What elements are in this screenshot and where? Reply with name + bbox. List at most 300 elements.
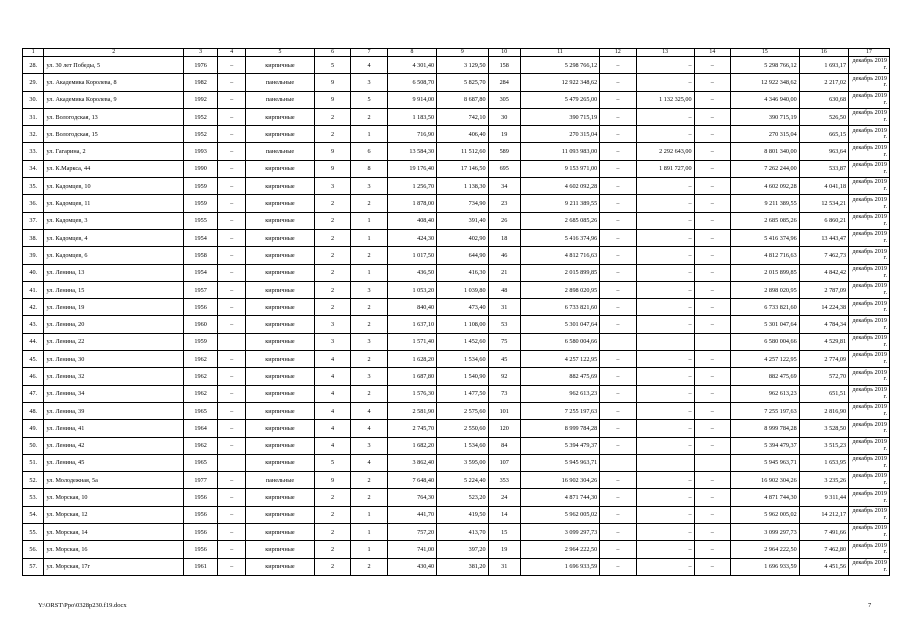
table-cell: – bbox=[636, 541, 694, 558]
table-cell: – bbox=[600, 402, 636, 419]
table-cell: 3 099 297,73 bbox=[520, 524, 599, 541]
table-cell: 630,68 bbox=[799, 91, 848, 108]
table-cell: 3 595,00 bbox=[437, 454, 489, 471]
column-number-cell: 8 bbox=[387, 49, 436, 57]
table-cell: 5 394 479,37 bbox=[731, 437, 800, 454]
table-cell: ул. Ленина, 42 bbox=[44, 437, 183, 454]
table-cell: декабрь 2019 г. bbox=[849, 316, 890, 333]
table-cell: 53 bbox=[488, 316, 520, 333]
table-cell: 1956 bbox=[183, 524, 217, 541]
table-cell: – bbox=[600, 91, 636, 108]
table-cell: – bbox=[694, 229, 730, 246]
table-cell: – bbox=[600, 281, 636, 298]
table-cell: 1962 bbox=[183, 351, 217, 368]
table-cell: 1954 bbox=[183, 264, 217, 281]
table-cell: 5 945 963,71 bbox=[520, 454, 599, 471]
column-number-cell: 14 bbox=[694, 49, 730, 57]
table-cell: – bbox=[694, 264, 730, 281]
table-cell: 15 bbox=[488, 524, 520, 541]
table-cell: 9 211 389,55 bbox=[520, 195, 599, 212]
table-cell: 16 902 304,26 bbox=[731, 472, 800, 489]
table-cell: – bbox=[636, 247, 694, 264]
table-row bbox=[23, 264, 890, 281]
table-cell: 8 999 784,28 bbox=[731, 420, 800, 437]
table-cell: кирпичные bbox=[246, 489, 315, 506]
table-cell: 2 bbox=[314, 212, 350, 229]
table-cell: 2 774,09 bbox=[799, 351, 848, 368]
table-cell: 7 648,40 bbox=[387, 472, 436, 489]
table-cell: кирпичные bbox=[246, 454, 315, 471]
table-cell: 1957 bbox=[183, 281, 217, 298]
table-cell: ул. Вологодская, 15 bbox=[44, 126, 183, 143]
table-cell: 55. bbox=[23, 524, 44, 541]
table-cell: 2 bbox=[351, 195, 387, 212]
table-cell: 7 255 197,63 bbox=[520, 402, 599, 419]
table-cell: 1955 bbox=[183, 212, 217, 229]
table-cell: – bbox=[218, 91, 246, 108]
table-cell: 2 816,90 bbox=[799, 402, 848, 419]
table-cell: 32. bbox=[23, 126, 44, 143]
table-cell: 5 301 047,64 bbox=[520, 316, 599, 333]
table-cell: – bbox=[694, 506, 730, 523]
table-cell: – bbox=[600, 126, 636, 143]
table-cell: 9 311,44 bbox=[799, 489, 848, 506]
table-cell: 741,00 bbox=[387, 541, 436, 558]
table-cell bbox=[600, 333, 636, 350]
table-cell: 4 bbox=[351, 402, 387, 419]
table-cell: 6 580 004,66 bbox=[520, 333, 599, 350]
table-cell: кирпичные bbox=[246, 299, 315, 316]
table-cell: 48. bbox=[23, 402, 44, 419]
table-cell: 19 bbox=[488, 126, 520, 143]
table-cell: декабрь 2019 г. bbox=[849, 402, 890, 419]
column-number-row bbox=[23, 49, 890, 57]
table-cell: – bbox=[600, 524, 636, 541]
column-number-cell: 15 bbox=[731, 49, 800, 57]
table-row bbox=[23, 489, 890, 506]
table-cell: ул. Ленина, 15 bbox=[44, 281, 183, 298]
table-cell: – bbox=[694, 385, 730, 402]
table-cell: 1 138,30 bbox=[437, 178, 489, 195]
table-cell: 5 479 265,00 bbox=[520, 91, 599, 108]
table-cell: 4 301,40 bbox=[387, 57, 436, 74]
table-cell: 12 534,21 bbox=[799, 195, 848, 212]
table-cell: декабрь 2019 г. bbox=[849, 178, 890, 195]
table-cell: ул. Кадомцев, 11 bbox=[44, 195, 183, 212]
table-cell: 19 176,40 bbox=[387, 160, 436, 177]
table-cell: 1 bbox=[351, 229, 387, 246]
table-cell: 3 bbox=[351, 333, 387, 350]
table-cell: 5 416 374,96 bbox=[731, 229, 800, 246]
table-cell: панельные bbox=[246, 472, 315, 489]
table-cell: 8 801 340,00 bbox=[731, 143, 800, 160]
table-cell: декабрь 2019 г. bbox=[849, 368, 890, 385]
table-cell: – bbox=[218, 385, 246, 402]
table-cell: кирпичные bbox=[246, 178, 315, 195]
table-cell: 107 bbox=[488, 454, 520, 471]
table-cell: 29. bbox=[23, 74, 44, 91]
table-cell: кирпичные bbox=[246, 558, 315, 575]
table-cell: 523,20 bbox=[437, 489, 489, 506]
table-cell: 390 715,19 bbox=[520, 108, 599, 125]
table-cell: 38. bbox=[23, 229, 44, 246]
table-cell: 26 bbox=[488, 212, 520, 229]
table-cell: кирпичные bbox=[246, 541, 315, 558]
table-cell: 14 bbox=[488, 506, 520, 523]
table-cell: декабрь 2019 г. bbox=[849, 299, 890, 316]
table-cell: 42. bbox=[23, 299, 44, 316]
table-row bbox=[23, 333, 890, 350]
table-cell: 92 bbox=[488, 368, 520, 385]
table-cell: 41. bbox=[23, 281, 44, 298]
table-row bbox=[23, 558, 890, 575]
table-cell: – bbox=[694, 57, 730, 74]
table-cell: 14 212,17 bbox=[799, 506, 848, 523]
table-cell: 2 bbox=[351, 489, 387, 506]
table-cell: 7 255 197,63 bbox=[731, 402, 800, 419]
table-cell: 3 bbox=[314, 316, 350, 333]
table-cell: 4 602 092,28 bbox=[520, 178, 599, 195]
table-cell: 1 053,20 bbox=[387, 281, 436, 298]
table-cell: 2 898 020,95 bbox=[520, 281, 599, 298]
table-cell: декабрь 2019 г. bbox=[849, 126, 890, 143]
table-cell: 4 041,18 bbox=[799, 178, 848, 195]
table-cell: – bbox=[600, 316, 636, 333]
table-cell: 4 bbox=[314, 351, 350, 368]
table-cell: 2 bbox=[314, 229, 350, 246]
table-cell: 742,10 bbox=[437, 108, 489, 125]
table-cell: – bbox=[694, 437, 730, 454]
table-row bbox=[23, 229, 890, 246]
table-cell: – bbox=[694, 91, 730, 108]
table-cell: 305 bbox=[488, 91, 520, 108]
table-cell: 416,30 bbox=[437, 264, 489, 281]
table-cell: кирпичные bbox=[246, 160, 315, 177]
table-cell: 12 922 348,62 bbox=[520, 74, 599, 91]
table-cell: ул. Молодежная, 5а bbox=[44, 472, 183, 489]
table-cell: ул. Кадомцев, 10 bbox=[44, 178, 183, 195]
table-cell: ул. 30 лет Победы, 5 bbox=[44, 57, 183, 74]
table-cell: 8 bbox=[351, 160, 387, 177]
table-cell: 2 964 222,50 bbox=[520, 541, 599, 558]
table-cell: 43. bbox=[23, 316, 44, 333]
table-cell: 391,40 bbox=[437, 212, 489, 229]
table-cell: – bbox=[218, 558, 246, 575]
table-cell: кирпичные bbox=[246, 264, 315, 281]
table-cell: 1958 bbox=[183, 247, 217, 264]
table-cell: 6 508,70 bbox=[387, 74, 436, 91]
table-cell: 1 039,80 bbox=[437, 281, 489, 298]
table-cell: кирпичные bbox=[246, 333, 315, 350]
table-cell: – bbox=[218, 195, 246, 212]
table-cell: 1959 bbox=[183, 178, 217, 195]
table-cell: 36. bbox=[23, 195, 44, 212]
table-cell: – bbox=[636, 74, 694, 91]
table-cell: 1 452,60 bbox=[437, 333, 489, 350]
table-cell: – bbox=[600, 385, 636, 402]
table-cell: 21 bbox=[488, 264, 520, 281]
table-cell: 1956 bbox=[183, 541, 217, 558]
table-cell: 40. bbox=[23, 264, 44, 281]
table-cell: – bbox=[636, 178, 694, 195]
table-cell: 31. bbox=[23, 108, 44, 125]
table-cell: – bbox=[600, 57, 636, 74]
table-cell: 6 bbox=[351, 143, 387, 160]
table-cell: – bbox=[600, 558, 636, 575]
table-cell: – bbox=[694, 558, 730, 575]
table-cell bbox=[636, 454, 694, 471]
table-cell: 39. bbox=[23, 247, 44, 264]
table-cell: 270 315,04 bbox=[520, 126, 599, 143]
table-cell: 12 922 348,62 bbox=[731, 74, 800, 91]
table-cell: 13 584,30 bbox=[387, 143, 436, 160]
table-cell: 5 bbox=[314, 57, 350, 74]
table-cell: панельные bbox=[246, 74, 315, 91]
table-cell bbox=[694, 333, 730, 350]
table-cell: 4 871 744,30 bbox=[731, 489, 800, 506]
table-cell: 2 575,60 bbox=[437, 402, 489, 419]
table-cell: – bbox=[218, 229, 246, 246]
table-cell: 2 bbox=[314, 195, 350, 212]
table-cell: 1965 bbox=[183, 402, 217, 419]
table-cell: 2 bbox=[351, 385, 387, 402]
table-cell: – bbox=[600, 368, 636, 385]
table-row bbox=[23, 541, 890, 558]
table-cell: 436,50 bbox=[387, 264, 436, 281]
housing-register-table bbox=[22, 48, 890, 576]
column-number-cell: 10 bbox=[488, 49, 520, 57]
table-cell: 49. bbox=[23, 420, 44, 437]
table-cell: 11 512,60 bbox=[437, 143, 489, 160]
table-cell: – bbox=[600, 160, 636, 177]
column-number-cell: 6 bbox=[314, 49, 350, 57]
table-cell: 381,20 bbox=[437, 558, 489, 575]
table-cell: – bbox=[636, 351, 694, 368]
table-cell: 7 262 244,00 bbox=[731, 160, 800, 177]
table-cell: кирпичные bbox=[246, 316, 315, 333]
table-cell: 419,50 bbox=[437, 506, 489, 523]
table-cell: 441,70 bbox=[387, 506, 436, 523]
table-cell: 48 bbox=[488, 281, 520, 298]
table-cell: 13 443,47 bbox=[799, 229, 848, 246]
table-cell: 1962 bbox=[183, 368, 217, 385]
table-cell: 2 217,02 bbox=[799, 74, 848, 91]
table-cell: 18 bbox=[488, 229, 520, 246]
table-cell: 5 bbox=[314, 454, 350, 471]
table-cell: 1 bbox=[351, 541, 387, 558]
table-cell: – bbox=[218, 524, 246, 541]
table-cell: 962 613,23 bbox=[520, 385, 599, 402]
table-cell: 3 bbox=[314, 333, 350, 350]
table-row bbox=[23, 178, 890, 195]
table-cell: 9 211 389,55 bbox=[731, 195, 800, 212]
table-cell: – bbox=[636, 229, 694, 246]
table-cell: кирпичные bbox=[246, 524, 315, 541]
table-cell: 1982 bbox=[183, 74, 217, 91]
table-cell: 1 108,00 bbox=[437, 316, 489, 333]
table-cell: 2 bbox=[314, 281, 350, 298]
table-cell: 33. bbox=[23, 143, 44, 160]
table-cell: – bbox=[218, 489, 246, 506]
table-cell: ул. Гагарина, 2 bbox=[44, 143, 183, 160]
table-row bbox=[23, 195, 890, 212]
table-cell: 6 580 004,66 bbox=[731, 333, 800, 350]
table-cell: 2 745,70 bbox=[387, 420, 436, 437]
table-cell: 2 898 020,95 bbox=[731, 281, 800, 298]
table-cell: – bbox=[600, 472, 636, 489]
table-cell: ул. Академика Королева, 8 bbox=[44, 74, 183, 91]
table-cell: – bbox=[218, 437, 246, 454]
table-cell: 4 bbox=[351, 420, 387, 437]
table-row bbox=[23, 212, 890, 229]
column-number-cell: 7 bbox=[351, 49, 387, 57]
table-cell: 1956 bbox=[183, 489, 217, 506]
table-row bbox=[23, 57, 890, 74]
table-cell: 8 687,80 bbox=[437, 91, 489, 108]
table-cell: – bbox=[636, 368, 694, 385]
table-cell: 14 224,38 bbox=[799, 299, 848, 316]
table-cell: 4 784,34 bbox=[799, 316, 848, 333]
table-cell: 1 183,50 bbox=[387, 108, 436, 125]
table-cell: 1992 bbox=[183, 91, 217, 108]
table-cell: – bbox=[636, 506, 694, 523]
table-cell: 4 bbox=[314, 402, 350, 419]
table-cell: 2 bbox=[351, 108, 387, 125]
table-cell: 9 914,00 bbox=[387, 91, 436, 108]
table-cell: 1954 bbox=[183, 229, 217, 246]
table-row bbox=[23, 437, 890, 454]
table-cell: декабрь 2019 г. bbox=[849, 420, 890, 437]
table-cell: декабрь 2019 г. bbox=[849, 74, 890, 91]
table-cell: – bbox=[694, 108, 730, 125]
table-cell: – bbox=[218, 368, 246, 385]
table-cell: 3 bbox=[351, 437, 387, 454]
column-number-cell: 12 bbox=[600, 49, 636, 57]
table-cell: – bbox=[600, 489, 636, 506]
table-cell: 30 bbox=[488, 108, 520, 125]
table-cell: 4 871 744,30 bbox=[520, 489, 599, 506]
table-cell: ул. Вологодская, 13 bbox=[44, 108, 183, 125]
table-cell: 4 bbox=[314, 385, 350, 402]
table-row bbox=[23, 316, 890, 333]
table-cell: 651,51 bbox=[799, 385, 848, 402]
document-file-path: Y:\ORST\Ppo\0328p230.f19.docx bbox=[38, 602, 127, 609]
table-cell: 473,40 bbox=[437, 299, 489, 316]
table-cell: кирпичные bbox=[246, 402, 315, 419]
table-cell: – bbox=[636, 299, 694, 316]
table-cell: 1 bbox=[351, 264, 387, 281]
table-cell: 757,20 bbox=[387, 524, 436, 541]
table-row bbox=[23, 126, 890, 143]
table-cell: 4 451,56 bbox=[799, 558, 848, 575]
table-cell: декабрь 2019 г. bbox=[849, 506, 890, 523]
table-cell: 4 257 122,95 bbox=[520, 351, 599, 368]
table-cell: 2 964 222,50 bbox=[731, 541, 800, 558]
table-cell: 101 bbox=[488, 402, 520, 419]
table-cell: 3 bbox=[351, 74, 387, 91]
table-cell bbox=[694, 454, 730, 471]
table-cell: 2 bbox=[314, 126, 350, 143]
table-cell: 57. bbox=[23, 558, 44, 575]
table-cell: 1956 bbox=[183, 299, 217, 316]
table-cell: 533,87 bbox=[799, 160, 848, 177]
table-cell: 5 224,40 bbox=[437, 472, 489, 489]
table-cell: 840,40 bbox=[387, 299, 436, 316]
table-cell: 4 346 940,00 bbox=[731, 91, 800, 108]
table-cell: декабрь 2019 г. bbox=[849, 264, 890, 281]
column-number-cell: 16 bbox=[799, 49, 848, 57]
table-cell: 397,20 bbox=[437, 541, 489, 558]
table-cell: кирпичные bbox=[246, 281, 315, 298]
column-number-cell: 13 bbox=[636, 49, 694, 57]
table-cell: 270 315,04 bbox=[731, 126, 800, 143]
table-cell: – bbox=[694, 247, 730, 264]
table-cell: 31 bbox=[488, 558, 520, 575]
table-cell: ул. Кадомцев, 6 bbox=[44, 247, 183, 264]
table-cell: 1961 bbox=[183, 558, 217, 575]
table-cell: 56. bbox=[23, 541, 44, 558]
table-cell: 734,90 bbox=[437, 195, 489, 212]
table-cell: 84 bbox=[488, 437, 520, 454]
table-cell: 9 153 971,00 bbox=[520, 160, 599, 177]
table-cell: – bbox=[218, 126, 246, 143]
table-cell: декабрь 2019 г. bbox=[849, 541, 890, 558]
table-cell: 2 bbox=[314, 108, 350, 125]
table-cell: – bbox=[694, 351, 730, 368]
table-cell: – bbox=[600, 506, 636, 523]
table-cell: декабрь 2019 г. bbox=[849, 454, 890, 471]
table-cell: 23 bbox=[488, 195, 520, 212]
table-cell: – bbox=[600, 108, 636, 125]
table-cell: 5 945 963,71 bbox=[731, 454, 800, 471]
table-row bbox=[23, 385, 890, 402]
table-cell: 24 bbox=[488, 489, 520, 506]
table-cell: 2 685 085,26 bbox=[520, 212, 599, 229]
table-cell: 4 bbox=[351, 57, 387, 74]
table-cell: 34 bbox=[488, 178, 520, 195]
table-row bbox=[23, 143, 890, 160]
table-cell: – bbox=[218, 178, 246, 195]
table-row bbox=[23, 402, 890, 419]
table-row bbox=[23, 108, 890, 125]
table-cell: 3 862,40 bbox=[387, 454, 436, 471]
table-row bbox=[23, 247, 890, 264]
table-cell: 3 515,23 bbox=[799, 437, 848, 454]
table-cell: кирпичные bbox=[246, 195, 315, 212]
table-cell: 716,90 bbox=[387, 126, 436, 143]
table-cell: декабрь 2019 г. bbox=[849, 143, 890, 160]
table-cell: – bbox=[636, 57, 694, 74]
table-cell: 54. bbox=[23, 506, 44, 523]
table-cell: 2 bbox=[351, 558, 387, 575]
table-cell: 5 962 005,02 bbox=[731, 506, 800, 523]
table-cell: – bbox=[694, 212, 730, 229]
table-cell: – bbox=[600, 74, 636, 91]
table-cell: 3 bbox=[351, 178, 387, 195]
table-cell: 3 099 297,73 bbox=[731, 524, 800, 541]
table-cell: – bbox=[636, 316, 694, 333]
table-cell: – bbox=[694, 74, 730, 91]
table-cell: 3 bbox=[351, 281, 387, 298]
table-cell: 1 682,20 bbox=[387, 437, 436, 454]
table-cell: кирпичные bbox=[246, 506, 315, 523]
table-cell: 5 298 766,12 bbox=[520, 57, 599, 74]
table-cell: декабрь 2019 г. bbox=[849, 247, 890, 264]
table-cell: 9 bbox=[314, 91, 350, 108]
table-cell: – bbox=[694, 160, 730, 177]
table-cell: 50. bbox=[23, 437, 44, 454]
table-cell: – bbox=[218, 264, 246, 281]
